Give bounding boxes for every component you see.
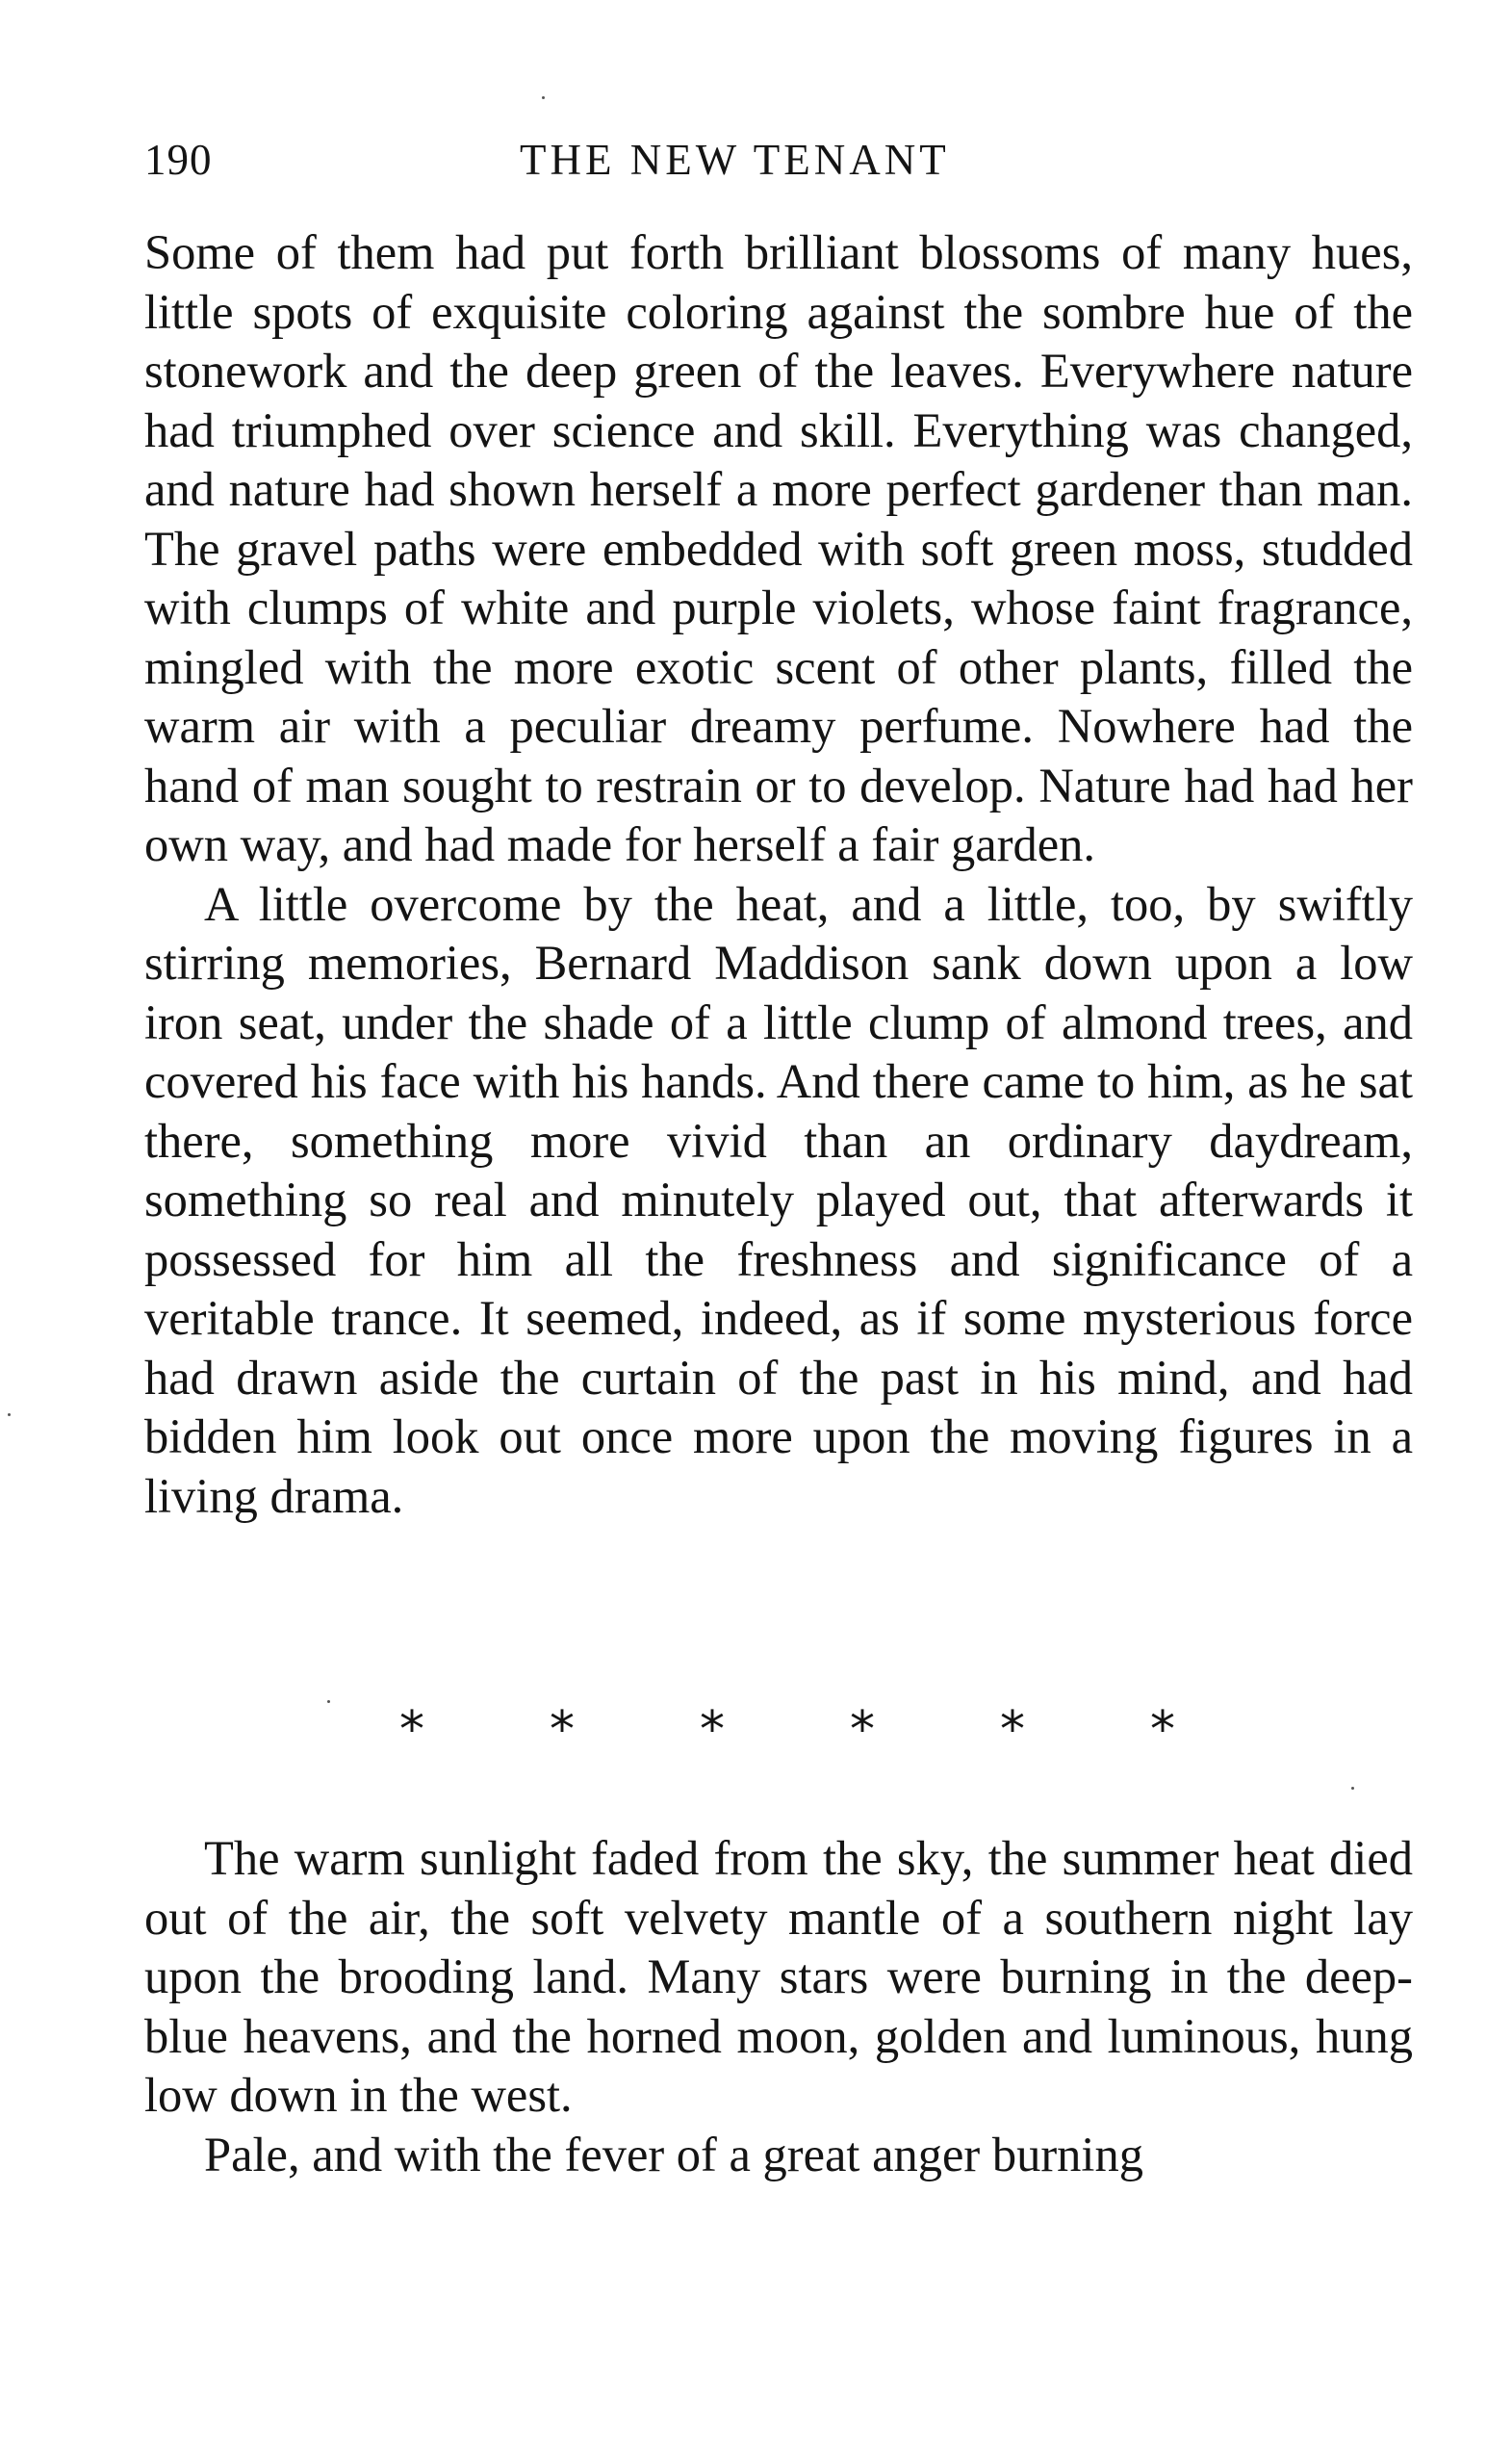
section-break-asterisk: * [700,1701,725,1759]
print-speck [327,1700,330,1703]
text-block-lower [144,1829,1413,2184]
section-break [393,1696,1182,1764]
paragraph-3: The warm sunlight faded from the sky, the summer heat died out of the air, the soft velvety mantle of a southern night lay upon the brooding land. Many stars were burning in the deep-blue heavens, and the horned moon, golden and luminous, hung low down in the west. [144,1831,1413,2122]
section-break-asterisk: * [399,1701,424,1759]
paragraph-4: Pale, and with the fever of a great anger burning [204,2127,1143,2181]
section-break-asterisk: * [1150,1701,1175,1759]
print-speck [8,1413,11,1416]
text-block-upper [144,223,1413,1526]
section-break-asterisk: * [850,1701,875,1759]
print-speck [1351,1787,1354,1790]
paragraph-1: Some of them had put forth brilliant blossoms of many hues, little spots of exquisite coloring against the sombre hue of the stonework and the deep green of the leaves. Everywhere nature had triumphed over science and skill. Everything was changed, and nature had shown herself a more perfect gardener than man. The gravel paths were embedded with soft green moss, studded with clumps of white and purple violets, whose faint fragrance, mingled with the more exotic scent of other plants, filled the warm air with a peculiar dreamy perfume. Nowhere had the hand of man sought to restrain or to develop. Nature had had her own way, and had made for herself a fair garden. [144,225,1413,871]
running-title: THE NEW TENANT [520,136,950,184]
section-break-asterisk: * [550,1701,575,1759]
page-header [144,121,1415,189]
section-break-asterisk: * [1000,1701,1025,1759]
paragraph-2: A little overcome by the heat, and a little, too, by swiftly stirring memories, Bernard Maddison sank down upon a low iron seat, under the shade of a little clump of almond trees, and covered his face with his hands. And there came to him, as he sat there, something more vivid than an ordinary daydream, something so real and minutely played out, that afterwards it possessed for him all the freshness and significance of a veritable trance. It seemed, indeed, as if some mysterious force had drawn aside the curtain of the past in his mind, and had bidden him look out once more upon the moving figures in a living drama. [144,876,1413,1523]
page-number: 190 [144,136,213,184]
print-speck [542,96,545,99]
